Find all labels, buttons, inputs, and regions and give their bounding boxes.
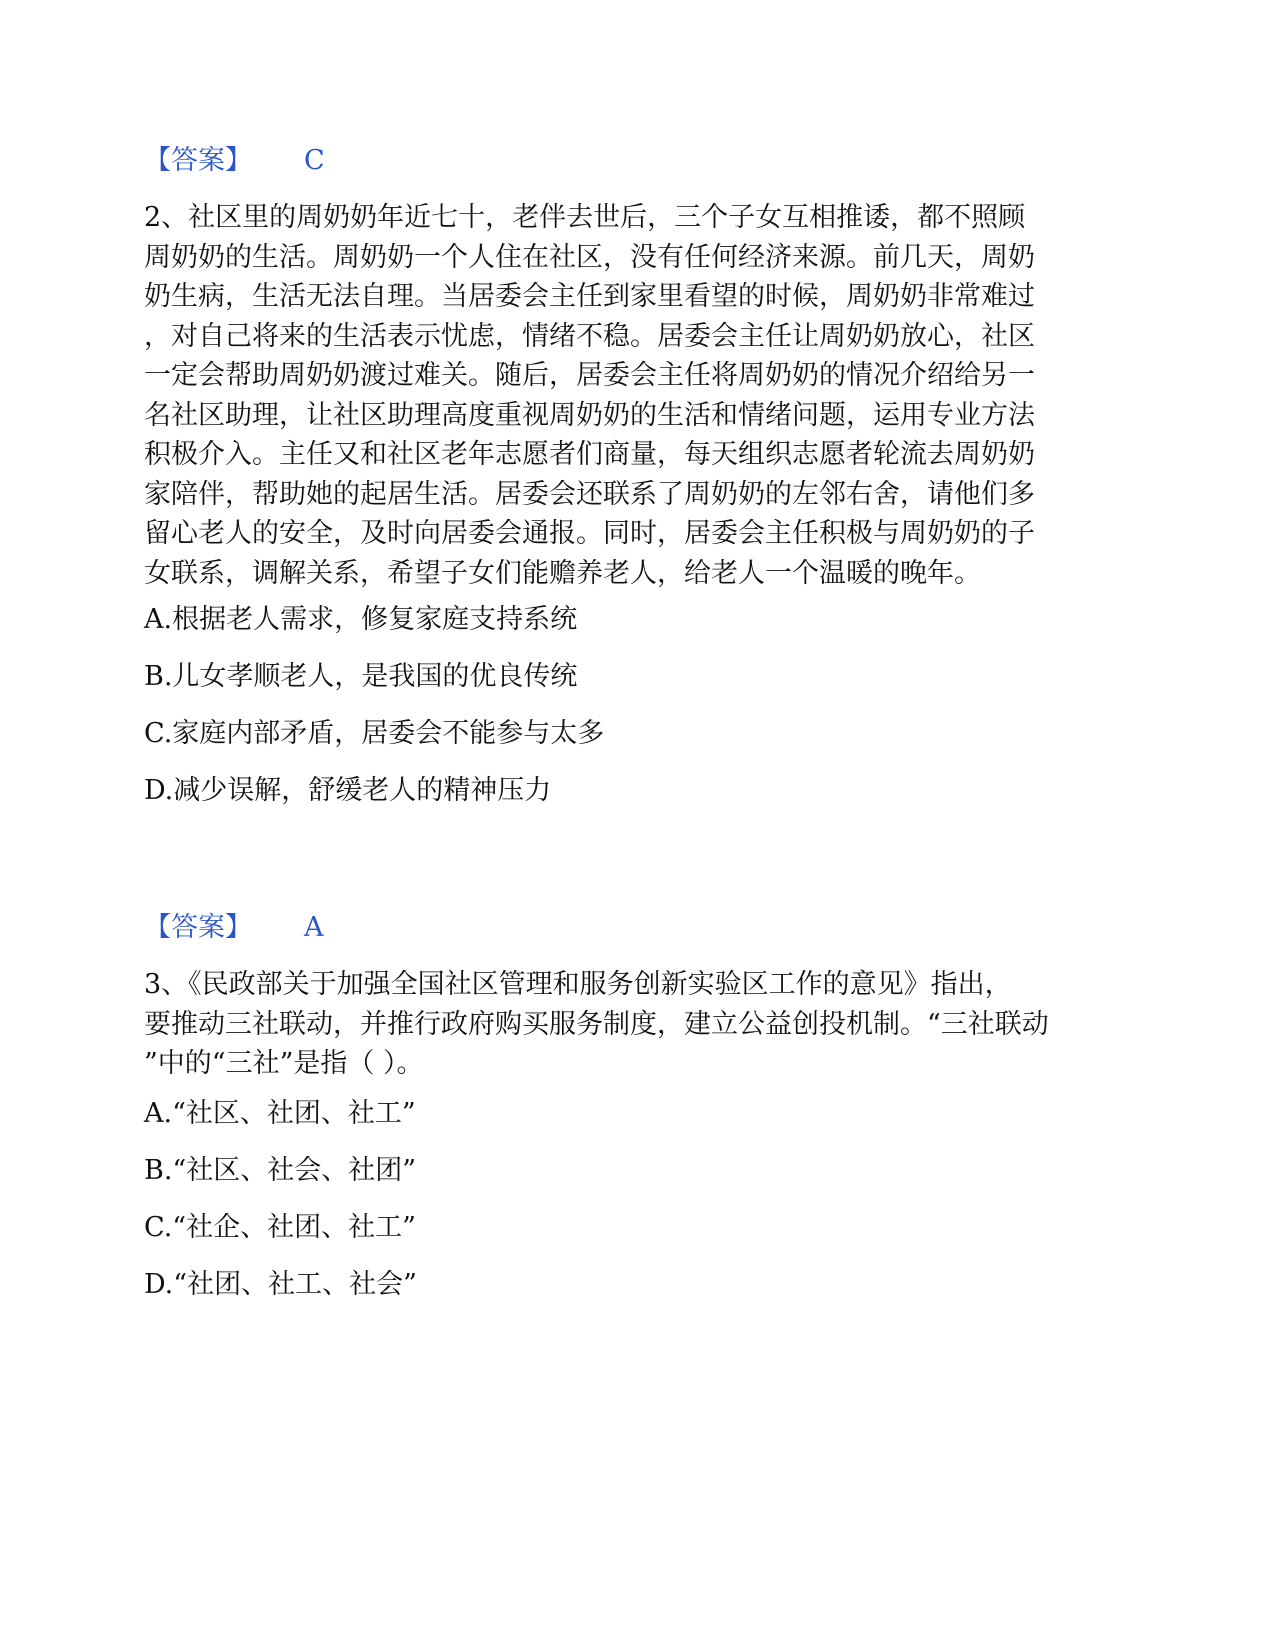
option-a: A.根据老人需求，修复家庭支持系统	[144, 604, 578, 635]
answer-value: C	[304, 145, 325, 176]
question-line: 奶生病，生活无法自理。当居委会主任到家里看望的时候，周奶奶非常难过	[144, 281, 1035, 312]
answer-value: A	[304, 912, 324, 943]
answer-tag: 【答案】	[144, 145, 252, 176]
question-line: 3、《民政部关于加强全国社区管理和服务创新实验区工作的意见》指出，	[144, 969, 1012, 1000]
options-q2	[144, 602, 604, 830]
question-line: 家陪伴，帮助她的起居生活。居委会还联系了周奶奶的左邻右舍，请他们多	[144, 478, 1035, 510]
question-line: 留心老人的安全，及时向居委会通报。同时，居委会主任积极与周奶奶的子	[144, 518, 1035, 549]
option-b: B.儿女孝顺老人，是我国的优良传统	[144, 661, 578, 692]
options-q3	[144, 1096, 417, 1324]
question-line: ，对自己将来的生活表示忧虑，情绪不稳。居委会主任让周奶奶放心，社区	[144, 320, 1035, 352]
question-line: 周奶奶的生活。周奶奶一个人住在社区，没有任何经济来源。前几天，周奶	[144, 241, 1035, 273]
option-a: A.“社区、社团、社工”	[144, 1098, 416, 1129]
option-d: D.减少误解，舒缓老人的精神压力	[144, 775, 552, 806]
option-c: C.“社企、社团、社工”	[144, 1212, 416, 1243]
question-line: ”中的“三社”是指（ ）。	[144, 1048, 424, 1079]
answer-line-q1	[144, 144, 325, 178]
option-b: B.“社区、社会、社团”	[144, 1155, 417, 1186]
question-line: 一定会帮助周奶奶渡过难关。随后，居委会主任将周奶奶的情况介绍给另一	[144, 360, 1035, 391]
question-line: 要推动三社联动，并推行政府购买服务制度，建立公益创投机制。“三社联动	[144, 1008, 1049, 1040]
question-3	[144, 965, 1134, 1084]
option-d: D.“社团、社工、社会”	[144, 1269, 417, 1300]
option-c: C.家庭内部矛盾，居委会不能参与太多	[144, 718, 605, 749]
question-2	[144, 198, 1134, 593]
question-line: 积极介入。主任又和社区老年志愿者们商量，每天组织志愿者轮流去周奶奶	[144, 439, 1035, 470]
answer-line-q2	[144, 911, 324, 945]
question-line: 名社区助理，让社区助理高度重视周奶奶的生活和情绪问题，运用专业方法	[144, 399, 1035, 431]
question-line: 女联系，调解关系，希望子女们能赡养老人，给老人一个温暖的晚年。	[144, 557, 981, 589]
answer-tag: 【答案】	[144, 912, 252, 943]
question-line: 2、社区里的周奶奶年近七十，老伴去世后，三个子女互相推诿，都不照顾	[144, 202, 1026, 233]
